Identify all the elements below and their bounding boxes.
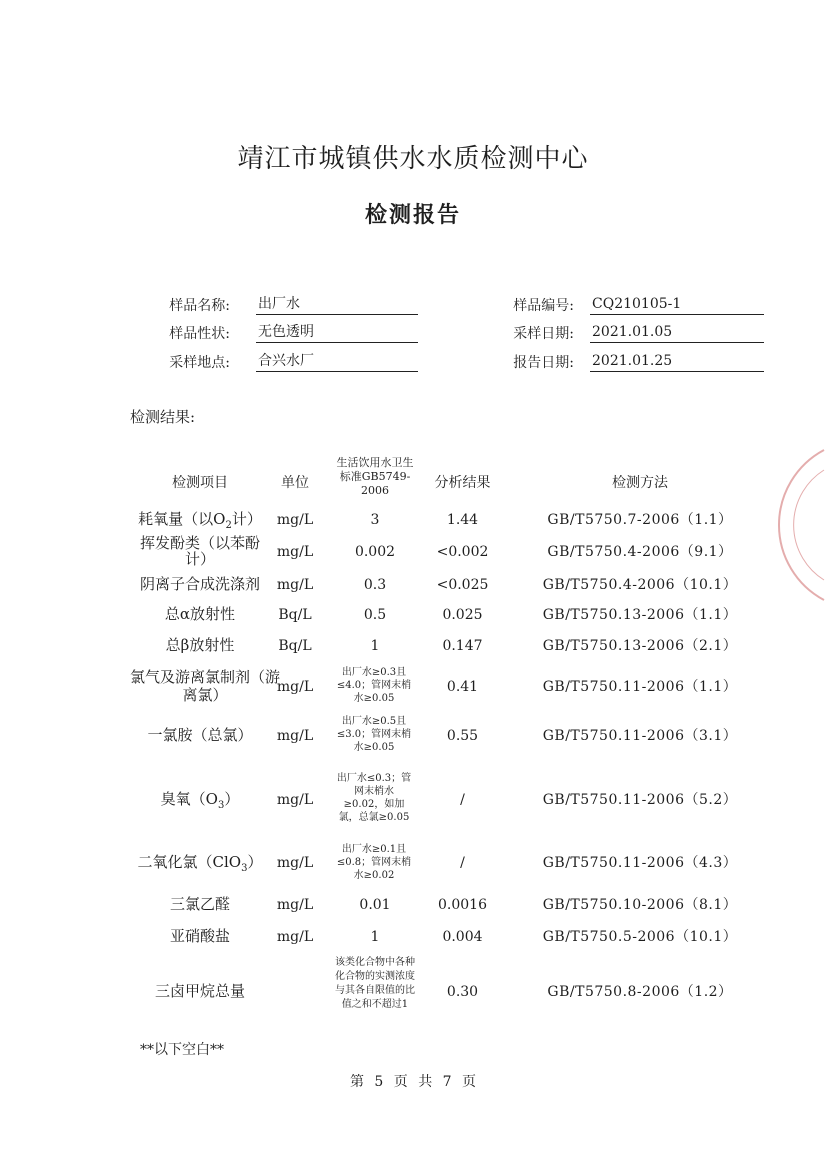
- row-10-result: 0.004: [442, 929, 483, 945]
- row-3-unit: Bq/L: [278, 607, 312, 623]
- row-6-unit: mg/L: [276, 728, 314, 744]
- row-10-standard: 1: [370, 929, 380, 945]
- row-11-method: GB/T5750.8-2006（1.2）: [547, 984, 733, 1000]
- report-date-label: 报告日期:: [513, 355, 574, 371]
- sampling-date-value: 2021.01.05: [590, 322, 764, 343]
- row-2-method: GB/T5750.4-2006（10.1）: [542, 577, 738, 593]
- blank-below-note: **以下空白**: [140, 1042, 224, 1058]
- header-method: 检测方法: [612, 475, 668, 491]
- page-number: 第 5 页 共 7 页: [349, 1074, 477, 1090]
- row-5-result: 0.41: [446, 679, 479, 695]
- sample-code-label: 样品编号:: [513, 298, 574, 314]
- row-5-unit: mg/L: [276, 679, 314, 695]
- row-9-item: 三氯乙醛: [169, 895, 230, 913]
- row-4-unit: Bq/L: [278, 638, 312, 654]
- row-8-standard: 出厂水≥0.1且≤0.8；管网末梢水≥0.02: [336, 844, 412, 881]
- sample-name-value: 出厂水: [256, 294, 418, 315]
- header-result: 分析结果: [434, 475, 491, 491]
- row-3-item: 总α放射性: [164, 605, 236, 623]
- row-3-method: GB/T5750.13-2006（1.1）: [542, 607, 738, 623]
- sample-nature-label: 样品性状:: [169, 326, 230, 342]
- row-1-item: 挥发酚类（以苯酚计）: [139, 534, 260, 568]
- row-4-standard: 1: [370, 638, 380, 654]
- row-11-item: 三卤甲烷总量: [154, 982, 245, 1000]
- row-2-result: <0.025: [436, 577, 489, 593]
- row-9-standard: 0.01: [359, 897, 391, 913]
- row-0-item: 耗氧量（以$O_2$计）: [138, 510, 262, 531]
- row-0-unit: mg/L: [276, 512, 314, 528]
- results-label: 检测结果:: [130, 408, 196, 426]
- row-2-standard: 0.3: [363, 577, 387, 593]
- row-3-result: 0.025: [442, 607, 483, 623]
- row-10-unit: mg/L: [276, 929, 314, 945]
- sample-nature-value: 无色透明: [256, 322, 418, 343]
- row-6-result: 0.55: [446, 728, 479, 744]
- organization-title: 靖江市城镇供水水质检测中心: [237, 144, 589, 174]
- sampling-date-label: 采样日期:: [513, 326, 574, 342]
- row-7-unit: mg/L: [276, 792, 314, 808]
- seal-stamp-fragment: [776, 440, 826, 610]
- row-5-item: 氯气及游离氯制剂（游离氯）: [130, 668, 281, 704]
- header-unit: 单位: [281, 475, 309, 491]
- row-8-result: /: [460, 855, 465, 871]
- sampling-location-label: 采样地点:: [169, 355, 230, 371]
- row-1-standard: 0.002: [354, 544, 396, 560]
- row-4-result: 0.147: [442, 638, 483, 654]
- row-7-method: GB/T5750.11-2006（5.2）: [542, 792, 738, 808]
- row-9-unit: mg/L: [276, 897, 314, 913]
- row-1-unit: mg/L: [276, 544, 314, 560]
- row-0-result: 1.44: [446, 512, 479, 528]
- row-8-unit: mg/L: [276, 855, 314, 871]
- row-0-standard: 3: [370, 512, 380, 528]
- row-5-standard: 出厂水≥0.3且≤4.0；管网末梢水≥0.05: [336, 667, 412, 704]
- row-10-method: GB/T5750.5-2006（10.1）: [542, 929, 738, 945]
- row-11-result: 0.30: [446, 984, 479, 1000]
- row-8-method: GB/T5750.11-2006（4.3）: [542, 855, 738, 871]
- row-0-method: GB/T5750.7-2006（1.1）: [547, 512, 733, 528]
- row-3-standard: 0.5: [363, 607, 387, 623]
- header-standard: 生活饮用水卫生标准GB5749-2006: [336, 456, 414, 497]
- row-6-standard: 出厂水≥0.5且≤3.0；管网末梢水≥0.05: [336, 716, 412, 753]
- row-2-item: 阴离子合成洗涤剂: [139, 575, 260, 593]
- row-9-method: GB/T5750.10-2006（8.1）: [542, 897, 738, 913]
- row-6-method: GB/T5750.11-2006（3.1）: [542, 728, 738, 744]
- row-2-unit: mg/L: [276, 577, 314, 593]
- row-1-result: <0.002: [436, 544, 489, 560]
- report-date-value: 2021.01.25: [590, 351, 764, 372]
- row-11-standard: 该类化合物中各种化合物的实测浓度与其各自限值的比值之和不超过1: [335, 957, 415, 1010]
- row-7-item: 臭氧$(O_3)$: [160, 790, 240, 811]
- row-7-standard: 出厂水≤0.3；管网末梢水≥0.02，如加氯，总氯≥0.05: [336, 773, 412, 823]
- sample-code-value: CQ210105-1: [590, 294, 764, 315]
- row-10-item: 亚硝酸盐: [169, 927, 230, 945]
- row-9-result: 0.0016: [438, 897, 487, 913]
- header-item: 检测项目: [172, 475, 228, 491]
- row-4-method: GB/T5750.13-2006（2.1）: [542, 638, 738, 654]
- row-7-result: /: [460, 792, 465, 808]
- row-8-item: 二氧化氯（ClO$_3$）: [137, 853, 263, 874]
- report-title: 检测报告: [364, 202, 461, 228]
- row-1-method: GB/T5750.4-2006（9.1）: [547, 544, 733, 560]
- sampling-location-value: 合兴水厂: [256, 351, 418, 372]
- row-6-item: 一氯胺（总氯）: [147, 726, 253, 744]
- sample-name-label: 样品名称:: [169, 298, 230, 314]
- row-4-item: 总β放射性: [165, 636, 235, 654]
- row-5-method: GB/T5750.11-2006（1.1）: [542, 679, 738, 695]
